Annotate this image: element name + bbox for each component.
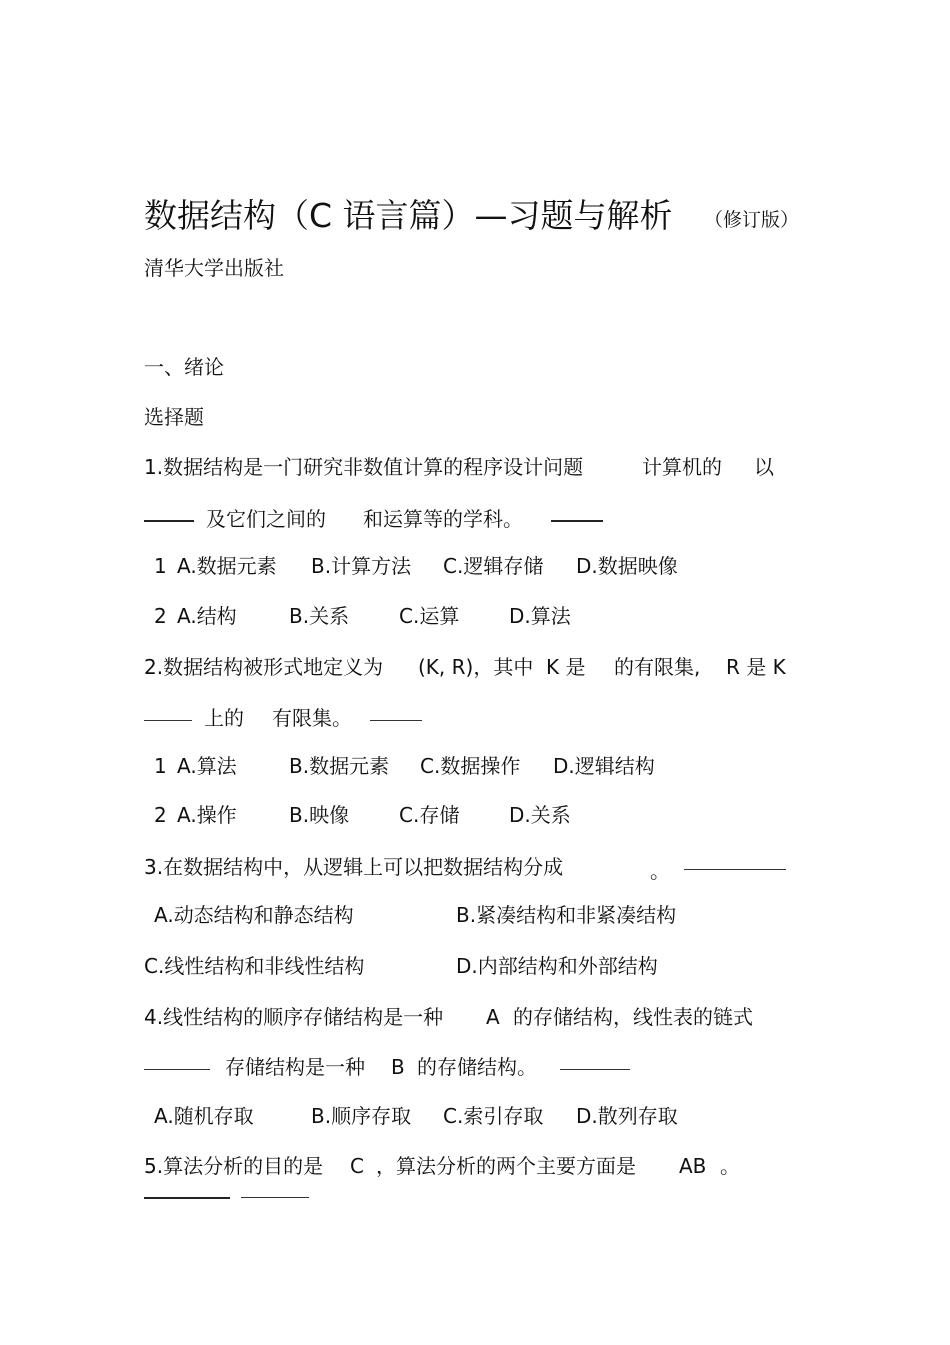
q5-line1-d: AB <box>679 1154 707 1178</box>
q3-opt-a: A.动态结构和静态结构 <box>154 903 354 927</box>
q5-blank-1 <box>144 1197 230 1199</box>
q1-opt2-c: C.运算 <box>399 604 460 628</box>
q1-line1-c: 以 <box>754 455 774 479</box>
q1-opt1-c: C.逻辑存储 <box>443 554 544 578</box>
q4-line2-b: B <box>391 1055 405 1079</box>
q1-line1: 1.数据结构是一门研究非数值计算的程序设计问题 <box>144 455 584 479</box>
section-heading: 选择题 <box>144 405 204 429</box>
q4-blank-2 <box>560 1069 630 1070</box>
q4-opt-c: C.索引存取 <box>443 1104 544 1128</box>
q2-opt2-a: A.操作 <box>177 803 237 827</box>
publisher: 清华大学出版社 <box>144 256 284 280</box>
q1-line2-b: 和运算等的学科。 <box>363 507 523 531</box>
q2-line2-a: 上的 <box>204 706 244 730</box>
q1-opt1-num: 1 <box>154 554 167 578</box>
q4-line2-c: 的存储结构。 <box>417 1055 537 1079</box>
q4-opt-a: A.随机存取 <box>154 1104 254 1128</box>
q1-blank-1 <box>144 520 194 522</box>
edition-label: （修订版） <box>704 209 800 231</box>
q2-opt1-c: C.数据操作 <box>420 754 521 778</box>
q5-line1-a: 5.算法分析的目的是 <box>144 1154 324 1178</box>
q4-line1-b: A <box>486 1005 500 1029</box>
q2-line1-b: (K, R)，其中 <box>418 655 534 679</box>
document-title: 数据结构（C 语言篇）—习题与解析 <box>144 196 673 235</box>
q1-line2-a: 及它们之间的 <box>206 507 326 531</box>
q1-opt1-d: D.数据映像 <box>576 554 678 578</box>
q2-blank-1 <box>144 720 192 721</box>
q2-opt1-d: D.逻辑结构 <box>553 754 655 778</box>
q3-line1: 3.在数据结构中，从逻辑上可以把数据结构分成 <box>144 855 564 879</box>
q1-blank-2 <box>551 520 603 522</box>
q5-blank-2 <box>241 1197 309 1198</box>
q4-blank-1 <box>144 1069 210 1070</box>
q1-opt2-a: A.结构 <box>177 604 237 628</box>
q1-opt1-a: A.数据元素 <box>177 554 277 578</box>
q4-line1-a: 4.线性结构的顺序存储结构是一种 <box>144 1005 444 1029</box>
q4-line1-c: 的存储结构，线性表的链式 <box>513 1005 753 1029</box>
q4-opt-b: B.顺序存取 <box>311 1104 412 1128</box>
q2-opt1-b: B.数据元素 <box>289 754 390 778</box>
q3-opt-b: B.紧凑结构和非紧凑结构 <box>456 903 677 927</box>
q2-line1-a: 2.数据结构被形式地定义为 <box>144 655 384 679</box>
q3-opt-d: D.内部结构和外部结构 <box>456 954 658 978</box>
q3-end: 。 <box>650 859 670 883</box>
q1-line1-b: 计算机的 <box>642 455 722 479</box>
q4-line2-a: 存储结构是一种 <box>225 1055 365 1079</box>
q2-line1-c: K 是 <box>546 655 586 679</box>
q5-line1-b: C <box>350 1154 364 1178</box>
q2-line1-e: R 是 K <box>726 655 786 679</box>
q3-blank <box>684 869 786 870</box>
q1-opt2-d: D.算法 <box>509 604 571 628</box>
chapter-heading: 一、绪论 <box>144 355 224 379</box>
q5-line1-c: ，算法分析的两个主要方面是 <box>376 1154 636 1178</box>
q2-line2-b: 有限集。 <box>272 706 352 730</box>
q4-opt-d: D.散列存取 <box>576 1104 678 1128</box>
q2-opt2-b: B.映像 <box>289 803 350 827</box>
q2-opt2-c: C.存储 <box>399 803 460 827</box>
q1-opt2-num: 2 <box>154 604 167 628</box>
q1-opt1-b: B.计算方法 <box>311 554 412 578</box>
q2-blank-2 <box>370 720 422 721</box>
q2-opt1-a: A.算法 <box>177 754 237 778</box>
q2-opt1-num: 1 <box>154 754 167 778</box>
q1-opt2-b: B.关系 <box>289 604 350 628</box>
q5-line1-e: 。 <box>720 1154 740 1178</box>
q2-line1-d: 的有限集, <box>614 655 701 679</box>
q3-opt-c: C.线性结构和非线性结构 <box>144 954 365 978</box>
q2-opt2-num: 2 <box>154 803 167 827</box>
q2-opt2-d: D.关系 <box>509 803 571 827</box>
